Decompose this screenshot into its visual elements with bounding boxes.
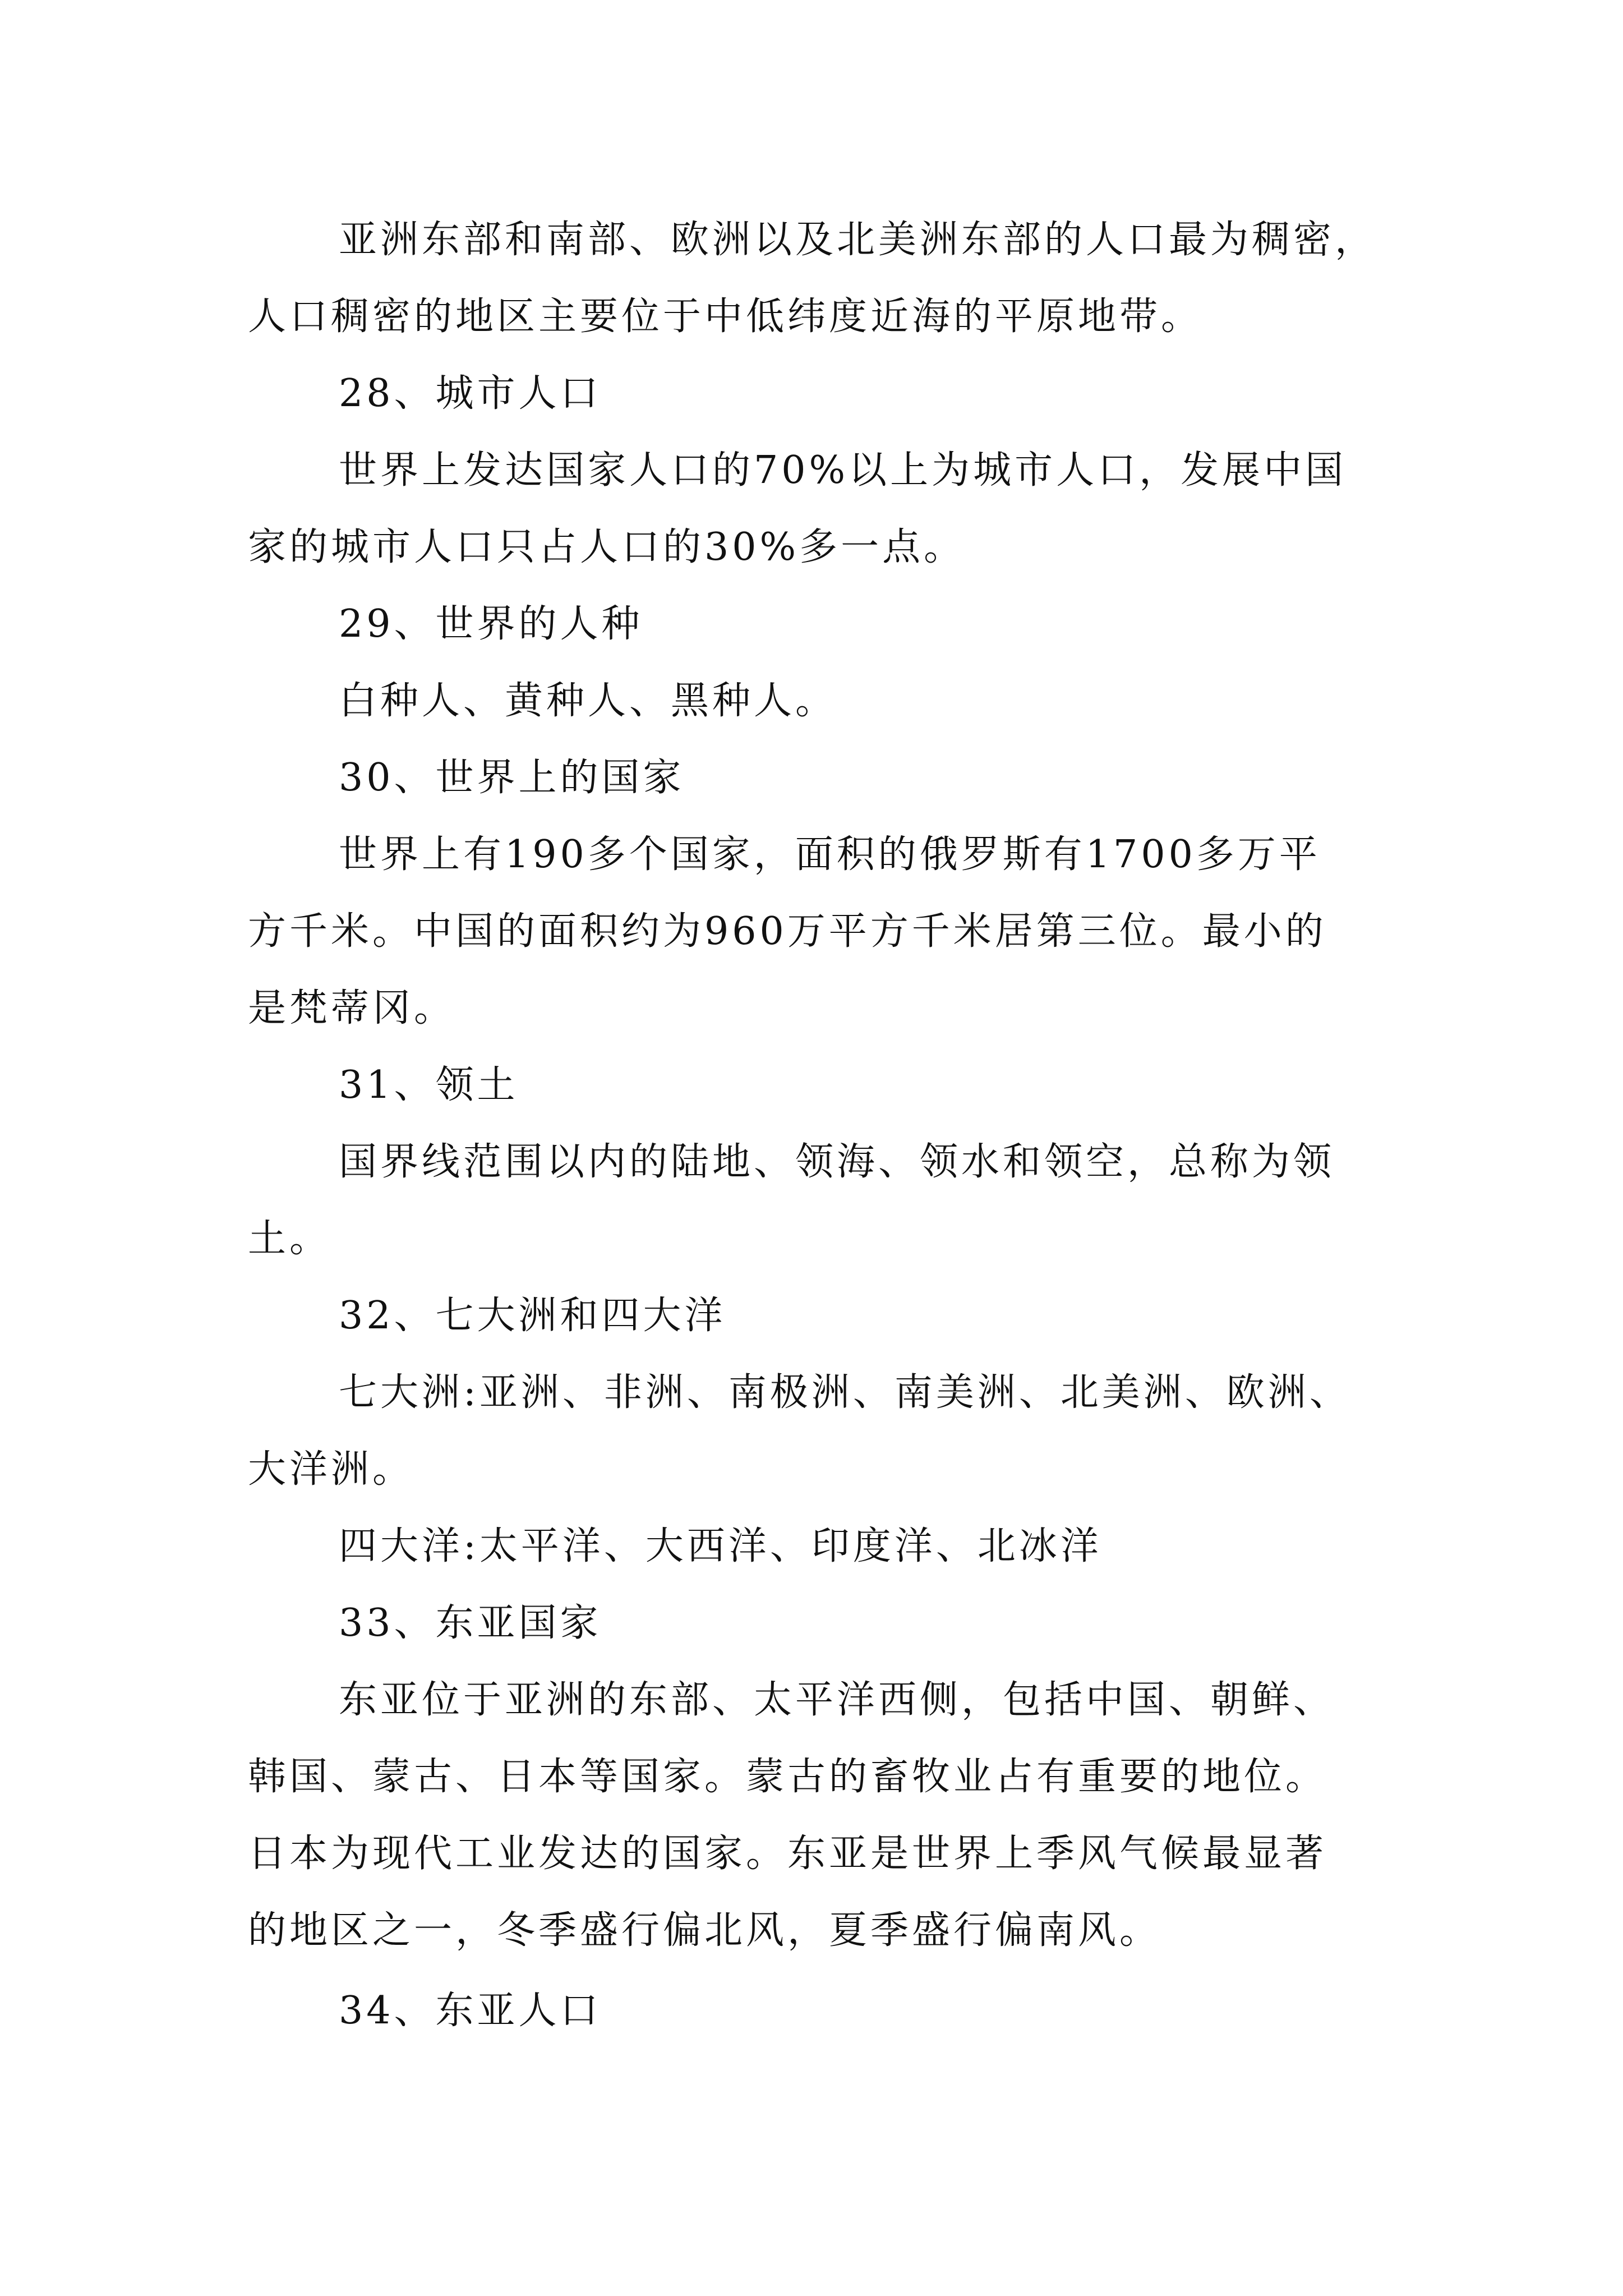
paragraph-line: 的地区之一，冬季盛行偏北风，夏季盛行偏南风。 xyxy=(248,1908,1161,1953)
paragraph-line: 家的城市人口只占人口的30%多一点。 xyxy=(248,525,966,569)
paragraph-line: 国界线范围以内的陆地、领海、领水和领空，总称为领 xyxy=(339,1140,1335,1184)
section-heading: 34、东亚人口 xyxy=(339,1989,602,2033)
section-heading: 29、世界的人种 xyxy=(339,602,643,646)
section-heading: 28、城市人口 xyxy=(339,371,602,416)
paragraph-line: 世界上发达国家人口的70%以上为城市人口，发展中国 xyxy=(339,448,1347,493)
paragraph-line: 日本为现代工业发达的国家。东亚是世界上季风气候最显著 xyxy=(248,1832,1327,1876)
section-heading: 30、世界上的国家 xyxy=(339,756,685,800)
paragraph-line: 七大洲:亚洲、非洲、南极洲、南美洲、北美洲、欧洲、 xyxy=(339,1370,1351,1415)
paragraph-line: 白种人、黄种人、黑种人。 xyxy=(339,679,837,723)
paragraph-line: 韩国、蒙古、日本等国家。蒙古的畜牧业占有重要的地位。 xyxy=(248,1755,1327,1799)
paragraph-line: 方千米。中国的面积约为960万平方千米居第三位。最小的 xyxy=(248,909,1327,954)
paragraph-line: 世界上有190多个国家，面积的俄罗斯有1700多万平 xyxy=(339,832,1321,877)
paragraph-line: 是梵蒂冈。 xyxy=(248,986,456,1030)
paragraph-line: 四大洋:太平洋、大西洋、印度洋、北冰洋 xyxy=(339,1524,1102,1568)
section-heading: 32、七大洲和四大洋 xyxy=(339,1294,726,1338)
paragraph-line: 东亚位于亚洲的东部、太平洋西侧，包括中国、朝鲜、 xyxy=(339,1678,1335,1722)
paragraph-line: 土。 xyxy=(248,1217,331,1261)
section-heading: 33、东亚国家 xyxy=(339,1601,602,1645)
paragraph-line: 大洋洲。 xyxy=(248,1447,414,1492)
paragraph-line: 人口稠密的地区主要位于中低纬度近海的平原地带。 xyxy=(248,295,1203,339)
paragraph-line: 亚洲东部和南部、欧洲以及北美洲东部的人口最为稠密， xyxy=(339,218,1377,262)
section-heading: 31、领土 xyxy=(339,1063,519,1107)
